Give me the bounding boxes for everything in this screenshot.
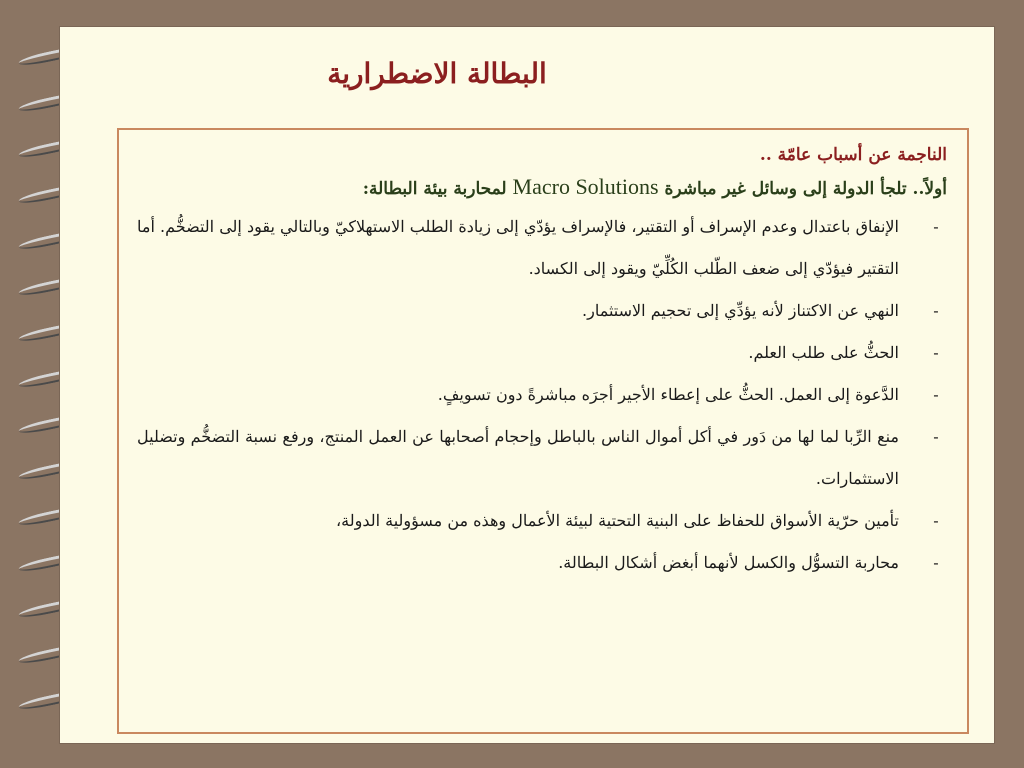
list-item-text: الحثُّ على طلب العلم.: [748, 343, 899, 362]
list-item: [137, 416, 947, 500]
bullet-dash: -: [933, 301, 939, 320]
content-box: [117, 128, 969, 734]
bullet-list: [137, 206, 947, 584]
list-item-text: محاربة التسوُّل والكسل لأنهما أبغض أشكال البطالة.: [558, 553, 899, 572]
list-item-text: منع الرِّبا لما لها من دَور في أكل أموال الناس بالباطل وإحجام أصحابها عن العمل المنتج، ورفع نسبة التضخُّم وتضليل الاستثمارات.: [137, 427, 899, 488]
list-item: [137, 332, 947, 374]
list-item: [137, 206, 947, 290]
list-item-text: تأمين حرّية الأسواق للحفاظ على البنية التحتية لبيئة الأعمال وهذه من مسؤولية الدولة،: [335, 511, 899, 530]
list-item-text: الإنفاق باعتدال وعدم الإسراف أو التقتير، فالإسراف يؤدّي إلى زيادة الطلب الاستهلاكيّ وبالتالي يقود إلى التضخُّم. أما التقتير فيؤدّي إلى ضعف الطّلب الكُلِّيّ ويقود إلى الكساد.: [137, 217, 899, 278]
content-body: [137, 140, 947, 584]
bullet-dash: -: [933, 511, 939, 530]
bullet-dash: -: [933, 427, 939, 446]
list-item: [137, 290, 947, 332]
bullet-dash: -: [933, 553, 939, 572]
list-item-text: الدَّعوة إلى العمل. الحثُّ على إعطاء الأجير أجرَه مباشرةً دون تسويفٍ.: [437, 385, 899, 404]
list-item-text: النهي عن الاكتناز لأنه يؤدِّي إلى تحجيم الاستثمار.: [582, 301, 899, 320]
list-item: [137, 542, 947, 584]
bullet-dash: -: [933, 343, 939, 362]
page-title: البطالة الاضطرارية: [327, 57, 547, 90]
lead-prefix: أولاً.. تلجأ الدولة إلى وسائل غير مباشرة: [664, 179, 947, 199]
lead-latin-term: Macro Solutions: [512, 174, 659, 199]
lead-sentence: [137, 170, 947, 206]
subheading: الناجمة عن أسباب عامّة ..: [759, 145, 947, 165]
list-item: [137, 374, 947, 416]
notebook-page: [60, 27, 994, 743]
bullet-dash: -: [933, 217, 939, 236]
lead-suffix: لمحاربة بيئة البطالة:: [362, 179, 507, 199]
list-item: [137, 500, 947, 542]
bullet-dash: -: [933, 385, 939, 404]
